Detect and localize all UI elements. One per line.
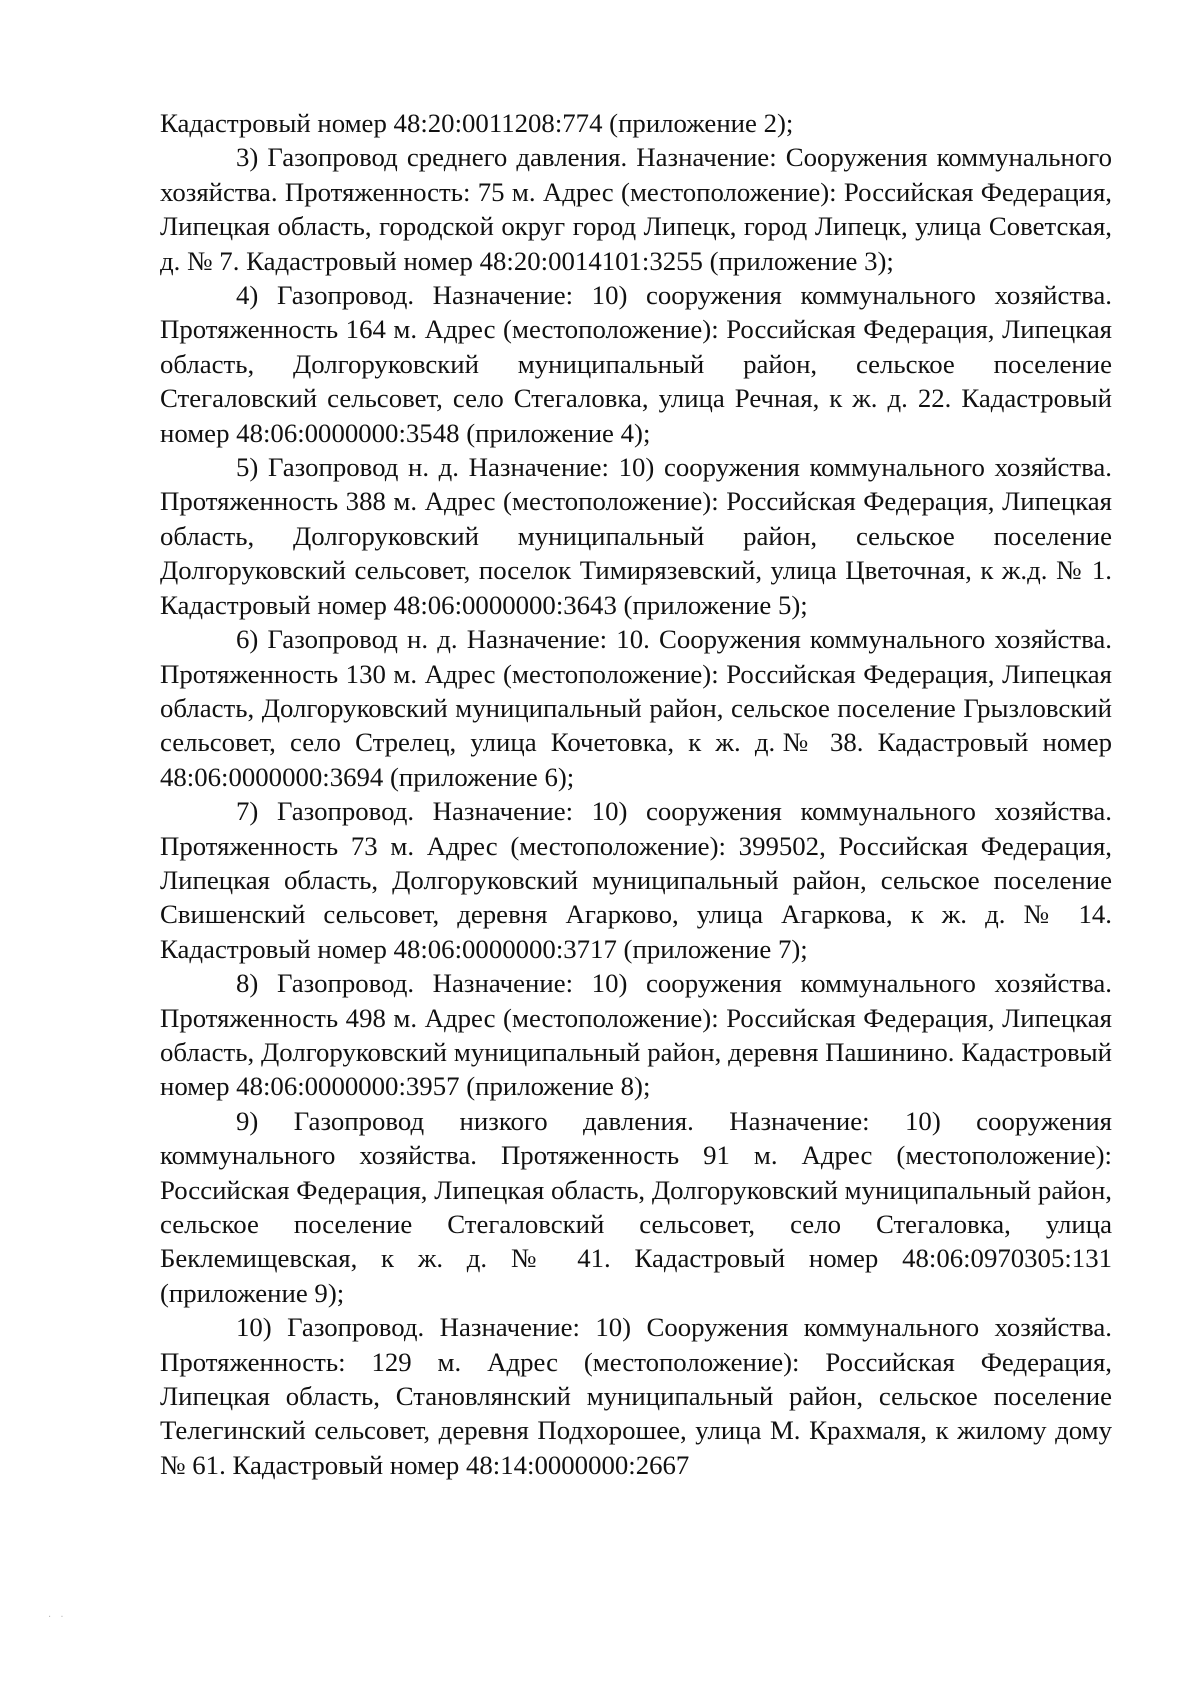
paragraph-cadastral-continuation: Кадастровый номер 48:20:0011208:774 (приложение 2); — [160, 108, 794, 138]
list-item-10-gas-pipeline: 10) Газопровод. Назначение: 10) Сооружения коммунального хозяйства. Протяженность: 129 м. Адрес (местоположение): Российская Федерация, Липецкая область, Становлянский муниципальный район, сельское поселение Телегинский сельсовет, деревня Подхорошее, улица М. Крахмаля, к жилому дому № 61. Кадастровый номер 48:14:0000000:2667 — [160, 1312, 1112, 1480]
list-item-4-gas-pipeline: 4) Газопровод. Назначение: 10) сооружения коммунального хозяйства. Протяженность 164 м. Адрес (местоположение): Российская Федерация, Липецкая область, Долгоруковский муниципальный район, сельское поселение Стегаловский сельсовет, село Стегаловка, улица Речная, к ж. д. 22. Кадастровый номер 48:06:0000000:3548 (приложение 4); — [160, 280, 1112, 448]
document-page — [160, 106, 1112, 1482]
scan-artifact: · · — [48, 1612, 67, 1623]
list-item-3-gas-pipeline: 3) Газопровод среднего давления. Назначение: Сооружения коммунального хозяйства. Протяженность: 75 м. Адрес (местоположение): Российская Федерация, Липецкая область, городской округ город Липецк, город Липецк, улица Советская, д. № 7. Кадастровый номер 48:20:0014101:3255 (приложение 3); — [160, 142, 1112, 276]
list-item-5-gas-pipeline: 5) Газопровод н. д. Назначение: 10) сооружения коммунального хозяйства. Протяженность 388 м. Адрес (местоположение): Российская Федерация, Липецкая область, Долгоруковский муниципальный район, сельское поселение Долгоруковский сельсовет, поселок Тимирязевский, улица Цветочная, к ж.д. № 1. Кадастровый номер 48:06:0000000:3643 (приложение 5); — [160, 452, 1112, 620]
list-item-6-gas-pipeline: 6) Газопровод н. д. Назначение: 10. Сооружения коммунального хозяйства. Протяженность 130 м. Адрес (местоположение): Российская Федерация, Липецкая область, Долгоруковский муниципальный район, сельское поселение Грызловский сельсовет, село Стрелец, улица Кочетовка, к ж. д.№ 38. Кадастровый номер 48:06:0000000:3694 (приложение 6); — [160, 624, 1112, 792]
list-item-9-gas-pipeline: 9) Газопровод низкого давления. Назначение: 10) сооружения коммунального хозяйства. Протяженность 91 м. Адрес (местоположение): Российская Федерация, Липецкая область, Долгоруковский муниципальный район, сельское поселение Стегаловский сельсовет, село Стегаловка, улица Беклемищевская, к ж. д. № 41. Кадастровый номер 48:06:0970305:131 (приложение 9); — [160, 1105, 1112, 1308]
list-item-7-gas-pipeline: 7) Газопровод. Назначение: 10) сооружения коммунального хозяйства. Протяженность 73 м. Адрес (местоположение): 399502, Российская Федерация, Липецкая область, Долгоруковский муниципальный район, сельское поселение Свишенский сельсовет, деревня Агарково, улица Агаркова, к ж. д. № 14. Кадастровый номер 48:06:0000000:3717 (приложение 7); — [160, 796, 1112, 964]
list-item-8-gas-pipeline: 8) Газопровод. Назначение: 10) сооружения коммунального хозяйства. Протяженность 498 м. Адрес (местоположение): Российская Федерация, Липецкая область, Долгоруковский муниципальный район, деревня Пашинино. Кадастровый номер 48:06:0000000:3957 (приложение 8); — [160, 968, 1112, 1102]
